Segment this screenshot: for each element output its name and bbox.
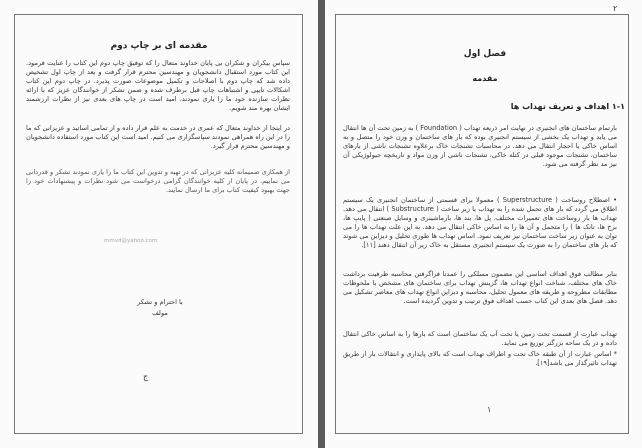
book-gutter [318,0,325,448]
right-page-paragraph-3: بنابر مطالب فوق اهداف اساسی این مضمون مسلکی را عمدتا فراگرفتن محاسبه ظرفیت برداشت خاک های مختلف، شناخت انواع تهداب ها، گزینش تهداب برای ساختمان های مشخص با ملحوظات مطابقات مطروحه و طریقه های معمول تحلیل، محاسبه و دیزاین انواع تهداب های معاصر تشکیل می دهد. فصل های بعدی این کتاب حسب اهداف فوق ترتیب و تدوین گردیده است. [343,270,617,305]
section-heading: ۱-۱ اهداف و تعریف تهداب ها [510,102,625,111]
left-page-signature-line-2: مولف [152,309,168,317]
right-page-paragraph-4: تهداب عبارت از قسمت تحت زمین یا تحت آب یک ساختمان است که بارها را به اساس خاکی انتقال داده و در یک ساحه بزرگتر توزیع می نماید. [343,330,617,347]
right-page-footer-number: ۱ [487,405,492,414]
chapter-label: فصل اول [463,49,507,59]
right-page-paragraph-2: • اصطلاح روساخت ( Superstructure ) معمولا برای قسمتی از ساختمان انجنیری یک سیستم اطلاق می گردد که بار های تحمل شده را به تهداب یا زیر ساخت ( Substructure ) انتقال می دهد. تهداب ها بار روساخت های تعمیرات مختلف، پل ها، بند ها، بارماشینری و وسایل صنعتی ( پایپ ها، برج ها، تانک ها ) را متحمل و آن ها را به اساس خاکی انتقال می دهد. به این علت تهداب ها را می توان به عنوان زیر ساخت ساختمان نیز تعریف نمود. اساس تهداب ها طوری تحلیل و دیزاین می شوند که بار های ساختمان را به صورت یک سیستم انجنیری مستقل به خاک زیر آن انتقال دهند [۱۱]. [343,196,617,249]
right-page-header-number: ۲ [613,4,618,13]
right-page [325,0,642,448]
left-page [0,0,318,448]
left-page-signature-line-1: با احترام و تشکر [137,298,183,306]
right-page-paragraph-1: بارتمام ساختمان های انجنیری در نهایت امر ذریعه تهداب ( Foundation ) به زمین تحت آن ها انتقال می یابد و تهداب یک بخشی از سیستم انجنیری بوده که بار های ساختمان و وزن خود را متصل و به اساس خاکی یا احجار انتقال می دهد. در محاسبات تشنجات خاک برعلاوه تشنجات ناشی از بارهای ساختمان، تشنجات موجود قبلی در کتله خاکی، تشنجات ناشی از وزن مواد و تاریخچه جیولوژیکی آن نیز مد نظر گرفته می شود. [343,124,617,168]
left-page-email: mmvd@yahoo.com [104,238,158,244]
right-page-footnote: * اساس عبارت از آن طبقه خاک تحت و اطراف تهداب است که بالای پایداری و انتقالات بار از طریق تهداب تاثیرگذار می باشد[۱۹]. [343,350,617,367]
left-page-number: ج [143,372,149,381]
left-page-paragraph-1: سپاس بیکران و شکران بی پایان خداوند متعال را که توفیق چاپ دوم این کتاب را عنایت فرمود. این کتاب مورد استقبال دانشجویان و مهندسین محترم قرار گرفت و بعد از چاپ اول تشخیص داده شد که چاپ دوم با اصلاحات و تکمیل موضوعات صورت پذیرد. در چاپ دوم این کتاب اشکالات تایپی و اشتباهات چاپ قبل برطرف شده و ضمن تشکر از خوانندگان عزیز که با ارائه نظرات سازنده خود ما را یاری نمودند، امید است در چاپ های بعدی نیز از نظرات ارزشمند ایشان بهره مند شویم. [26,59,290,112]
left-page-title: مقدمه ای بر چاپ دوم [110,41,208,51]
left-page-paragraph-2: در اینجا از خداوند متعال که عمری در خدمت به علم قرار داده و از تمامی اساتید و عزیزانی که ما را در این راه همراهی نمودند سپاسگزاری می کنیم. امید است این کتاب مورد استفاده دانشجویان و مهندسین محترم قرار گیرد. [26,124,290,150]
left-page-paragraph-3: از همکاری صمیمانه کلیه عزیزانی که در تهیه و تدوین این کتاب ما را یاری نمودند تشکر و قدردانی می نماییم. در پایان از کلیه خوانندگان گرامی درخواست می شود نظرات و پیشنهادات خود را جهت بهبود کیفیت کتاب برای ما ارسال نمایند. [26,168,290,194]
chapter-title: مقدمه [472,74,498,83]
